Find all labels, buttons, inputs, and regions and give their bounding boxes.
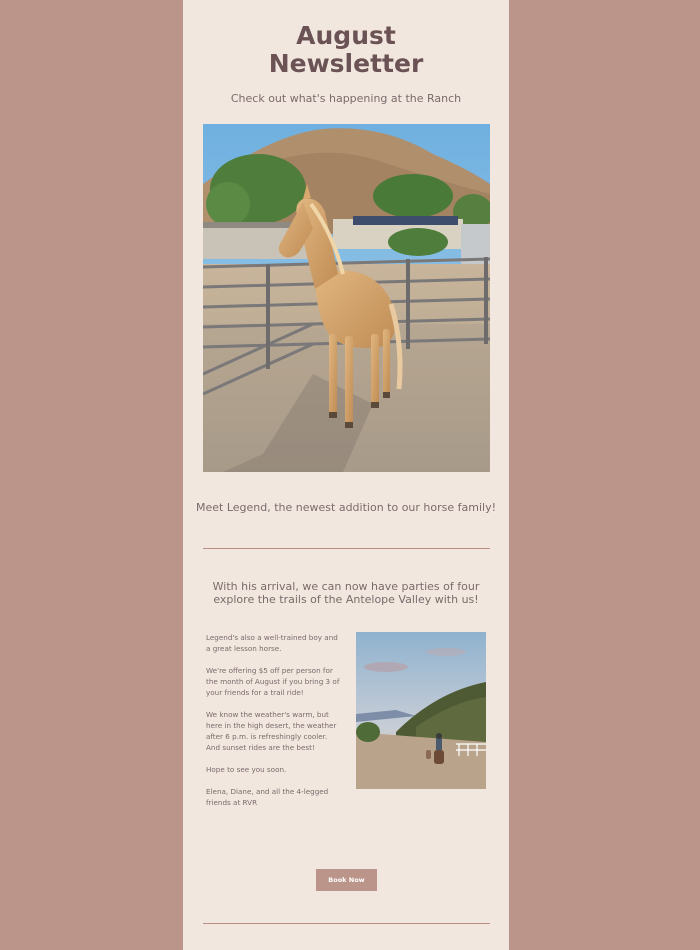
body-paragraph: We know the weather's warm, but here in the high desert, the weather after 6 p.m. is refreshingly cooler. And sunset rides are the best!	[206, 710, 337, 752]
title-line-1: August	[296, 21, 396, 50]
trail-ride-illustration	[356, 632, 486, 789]
body-paragraph: Legend's also a well-trained boy and a great lesson horse.	[206, 633, 338, 653]
signature: Elena, Diane, and all the 4-legged friends at RVR	[206, 787, 329, 807]
trail-ride-photo	[356, 632, 486, 789]
newsletter-card	[183, 0, 509, 950]
lead-paragraph: With his arrival, we can now have parties of four explore the trails of the Antelope Valley with us!	[212, 580, 480, 606]
body-paragraph: We're offering $5 off per person for the month of August if you bring 3 of your friends for a trail ride!	[206, 666, 340, 697]
hero-horse-photo	[203, 124, 490, 472]
section-divider-top	[203, 548, 490, 549]
photo-caption: Meet Legend, the newest addition to our horse family!	[196, 501, 496, 514]
newsletter-subtitle: Check out what's happening at the Ranch	[230, 92, 462, 105]
title-line-2: Newsletter	[268, 49, 424, 78]
hero-horse-illustration	[203, 124, 490, 472]
book-now-button[interactable]: Book Now	[316, 869, 377, 891]
section-divider-bottom	[203, 923, 490, 924]
body-text-column	[206, 632, 341, 819]
newsletter-title	[183, 22, 509, 78]
body-paragraph: Hope to see you soon.	[206, 765, 287, 774]
